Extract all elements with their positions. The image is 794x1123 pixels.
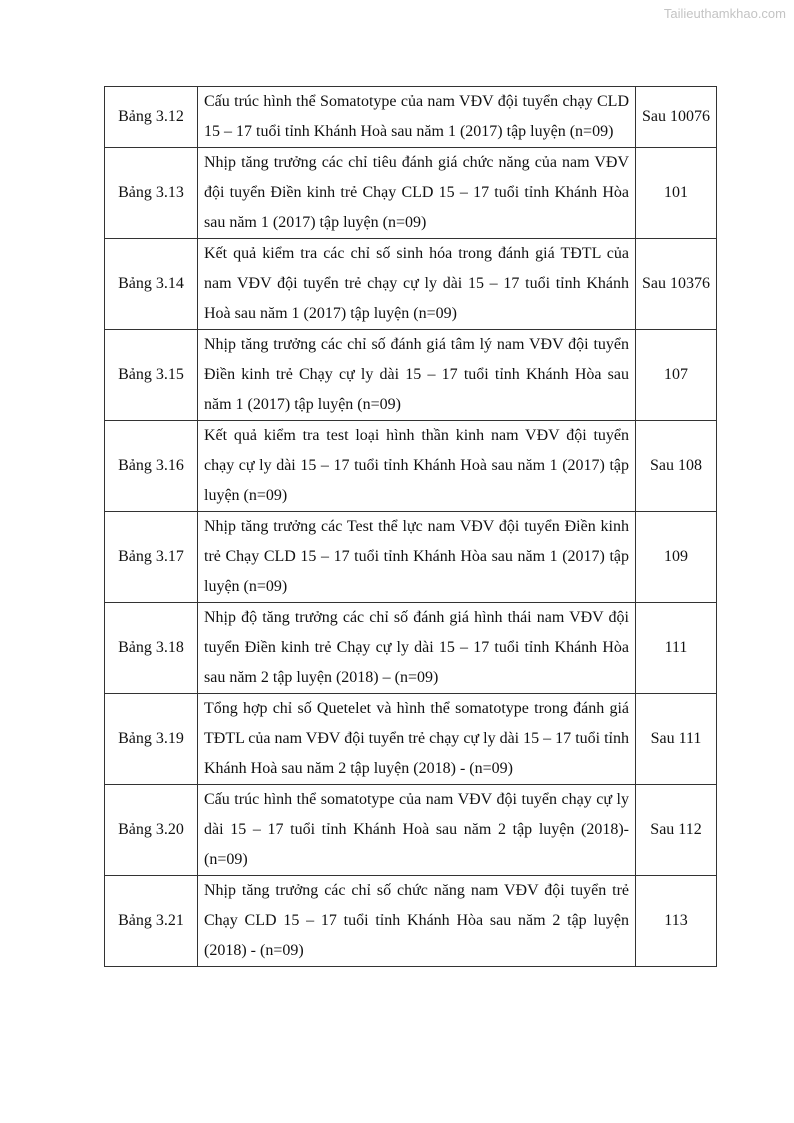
- table-row: [105, 512, 717, 603]
- table-title-cell: Tổng hợp chỉ số Quetelet và hình thể somatotype trong đánh giá TĐTL của nam VĐV đội tuyển trẻ chạy cự ly dài 15 – 17 tuổi tỉnh Khánh Hoà sau năm 2 tập luyện (2018) - (n=09): [198, 694, 636, 785]
- table-label: Bảng 3.16: [118, 457, 184, 474]
- table-label-cell: [105, 512, 198, 603]
- table-label-cell: [105, 330, 198, 421]
- table-label: Bảng 3.14: [118, 275, 184, 292]
- page-number: Sau 108: [650, 457, 702, 474]
- page-number-cell: [636, 421, 717, 512]
- table-title-cell: Kết quả kiểm tra các chỉ số sinh hóa trong đánh giá TĐTL của nam VĐV đội tuyển trẻ chạy cự ly dài 15 – 17 tuổi tỉnh Khánh Hoà sau năm 1 (2017) tập luyện (n=09): [198, 239, 636, 330]
- table-title-cell: Kết quả kiểm tra test loại hình thần kinh nam VĐV đội tuyển chạy cự ly dài 15 – 17 tuổi tỉnh Khánh Hoà sau năm 1 (2017) tập luyện (n=09): [198, 421, 636, 512]
- table-title-cell: Cấu trúc hình thể somatotype của nam VĐV đội tuyển chạy cự ly dài 15 – 17 tuổi tỉnh Khánh Hoà sau năm 2 tập luyện (2018)-(n=09): [198, 785, 636, 876]
- page-number-cell: [636, 785, 717, 876]
- table-label-cell: [105, 694, 198, 785]
- table-row: [105, 239, 717, 330]
- watermark: Tailieuthamkhao.com: [663, 6, 786, 21]
- table-title-cell: Cấu trúc hình thể Somatotype của nam VĐV đội tuyển chạy CLD 15 – 17 tuổi tỉnh Khánh Hoà sau năm 1 (2017) tập luyện (n=09): [198, 87, 636, 148]
- table-row: [105, 876, 717, 967]
- table-label: Bảng 3.17: [118, 548, 184, 565]
- table-label: Bảng 3.18: [118, 639, 184, 656]
- page-number-cell: [636, 694, 717, 785]
- table-label: Bảng 3.21: [118, 912, 184, 929]
- table-list: [104, 86, 717, 967]
- page-number: 107: [664, 366, 688, 383]
- table-row: [105, 603, 717, 694]
- table-row: [105, 421, 717, 512]
- table-label: Bảng 3.13: [118, 184, 184, 201]
- table-label: Bảng 3.19: [118, 730, 184, 747]
- table-title-cell: Nhịp tăng trưởng các Test thể lực nam VĐV đội tuyển Điền kinh trẻ Chạy CLD 15 – 17 tuổi tỉnh Khánh Hòa sau năm 1 (2017) tập luyện (n=09): [198, 512, 636, 603]
- table-row: [105, 87, 717, 148]
- page-number-cell: [636, 330, 717, 421]
- table-title-cell: Nhịp độ tăng trưởng các chỉ số đánh giá hình thái nam VĐV đội tuyển Điền kinh trẻ Chạy cự ly dài 15 – 17 tuổi tỉnh Khánh Hòa sau năm 2 tập luyện (2018) – (n=09): [198, 603, 636, 694]
- page-number: 113: [664, 912, 688, 929]
- table-row: [105, 148, 717, 239]
- table-label-cell: [105, 603, 198, 694]
- table-label-cell: [105, 148, 198, 239]
- page-number-cell: [636, 603, 717, 694]
- page-number: Sau 111: [650, 730, 702, 747]
- table-title-cell: Nhịp tăng trưởng các chỉ tiêu đánh giá chức năng của nam VĐV đội tuyển Điền kinh trẻ Chạy CLD 15 – 17 tuổi tỉnh Khánh Hòa sau năm 1 (2017) tập luyện (n=09): [198, 148, 636, 239]
- page-number: Sau 112: [650, 821, 702, 838]
- page-number-cell: [636, 87, 717, 148]
- page-number-cell: [636, 512, 717, 603]
- table-label: Bảng 3.20: [118, 821, 184, 838]
- page-number-cell: [636, 148, 717, 239]
- table-label-cell: [105, 239, 198, 330]
- page-number: Sau 10376: [642, 275, 710, 292]
- page-number: 101: [664, 184, 688, 201]
- page-number: Sau 10076: [642, 108, 710, 125]
- table-row: [105, 694, 717, 785]
- table-label-cell: [105, 87, 198, 148]
- page-number-cell: [636, 876, 717, 967]
- page-number: 109: [664, 548, 688, 565]
- table-label-cell: [105, 785, 198, 876]
- table-row: [105, 785, 717, 876]
- page-number: 111: [664, 639, 688, 656]
- table-label: Bảng 3.15: [118, 366, 184, 383]
- table-label-cell: [105, 876, 198, 967]
- page-number-cell: [636, 239, 717, 330]
- table-row: [105, 330, 717, 421]
- table-label: Bảng 3.12: [118, 108, 184, 125]
- table-title-cell: Nhịp tăng trưởng các chỉ số đánh giá tâm lý nam VĐV đội tuyển Điền kinh trẻ Chạy cự ly dài 15 – 17 tuổi tỉnh Khánh Hòa sau năm 1 (2017) tập luyện (n=09): [198, 330, 636, 421]
- table-title-cell: Nhịp tăng trưởng các chỉ số chức năng nam VĐV đội tuyển trẻ Chạy CLD 15 – 17 tuổi tỉnh Khánh Hòa sau năm 2 tập luyện (2018) - (n=09): [198, 876, 636, 967]
- table-label-cell: [105, 421, 198, 512]
